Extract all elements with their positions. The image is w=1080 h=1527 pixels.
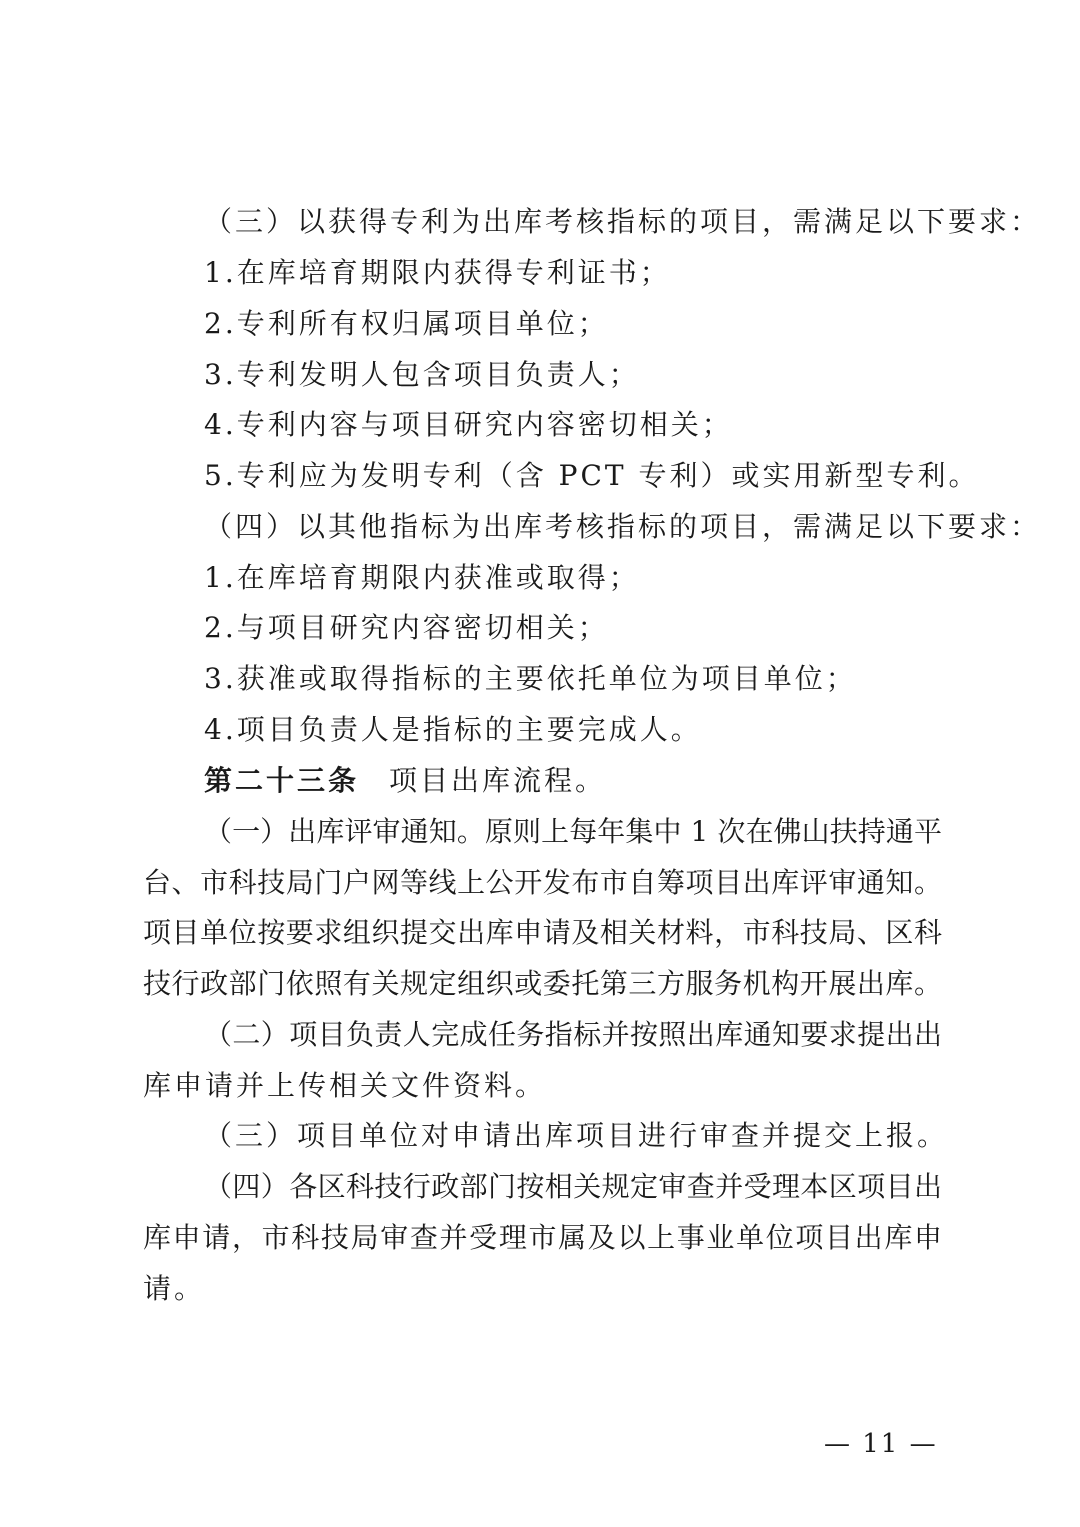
section-3-heading: （三）以获得专利为出库考核指标的项目，需满足以下要求： — [204, 205, 1042, 238]
para-1-line-1-text: （一）出库评审通知。原则上每年集中 1 次在佛山扶持通平 — [204, 815, 942, 848]
page-number: — 11 — — [824, 1429, 938, 1459]
section-4-item-1: 1.在库培育期限内获准或取得； — [204, 561, 640, 594]
section-4-heading: （四）以其他指标为出库考核指标的项目，需满足以下要求： — [204, 510, 1042, 543]
para-4-line-1 — [204, 1161, 942, 1213]
section-3-item-4: 4.专利内容与项目研究内容密切相关； — [204, 408, 733, 441]
para-2-line-1 — [204, 1009, 942, 1061]
para-1-line-2-text: 台、市科技局门户网等线上公开发布市自筹项目出库评审通知。 — [143, 866, 942, 899]
section-4-item-4: 4.项目负责人是指标的主要完成人。 — [204, 713, 702, 746]
para-1-line-4-text: 技行政部门依照有关规定组织或委托第三方服务机构开展出库。 — [143, 967, 942, 1000]
section-4-item-3: 3.获准或取得指标的主要依托单位为项目单位； — [204, 662, 857, 695]
article-title: 第二十三条 — [204, 764, 360, 797]
para-2-line-2: 库申请并上传相关文件资料。 — [143, 1069, 547, 1102]
para-1-line-3 — [143, 907, 942, 959]
para-3-line: （三）项目单位对申请出库项目进行审查并提交上报。 — [204, 1119, 949, 1152]
section-4-item-2: 2.与项目研究内容密切相关； — [204, 611, 609, 644]
para-4-line-2-text: 库申请，市科技局审查并受理市属及以上事业单位项目出库申 — [143, 1221, 942, 1254]
section-3-item-1: 1.在库培育期限内获得专利证书； — [204, 256, 671, 289]
article-subject: 项目出库流程。 — [389, 764, 607, 797]
para-4-line-3: 请。 — [143, 1272, 206, 1305]
para-1-line-2 — [143, 857, 942, 909]
section-3-item-5: 5.专利应为发明专利（含 PCT 专利）或实用新型专利。 — [204, 459, 980, 492]
section-3-item-2: 2.专利所有权归属项目单位； — [204, 307, 609, 340]
section-3-item-3: 3.专利发明人包含项目负责人； — [204, 358, 640, 391]
article-23-line — [0, 755, 1080, 807]
para-1-line-4 — [143, 958, 942, 1010]
para-4-line-2 — [143, 1212, 942, 1264]
para-4-line-1-text: （四）各区科技行政部门按相关规定审查并受理本区项目出 — [204, 1170, 942, 1203]
para-2-line-1-text: （二）项目负责人完成任务指标并按照出库通知要求提出出 — [204, 1018, 942, 1051]
para-1-line-1 — [204, 806, 942, 858]
para-1-line-3-text: 项目单位按要求组织提交出库申请及相关材料，市科技局、区科 — [143, 916, 942, 949]
